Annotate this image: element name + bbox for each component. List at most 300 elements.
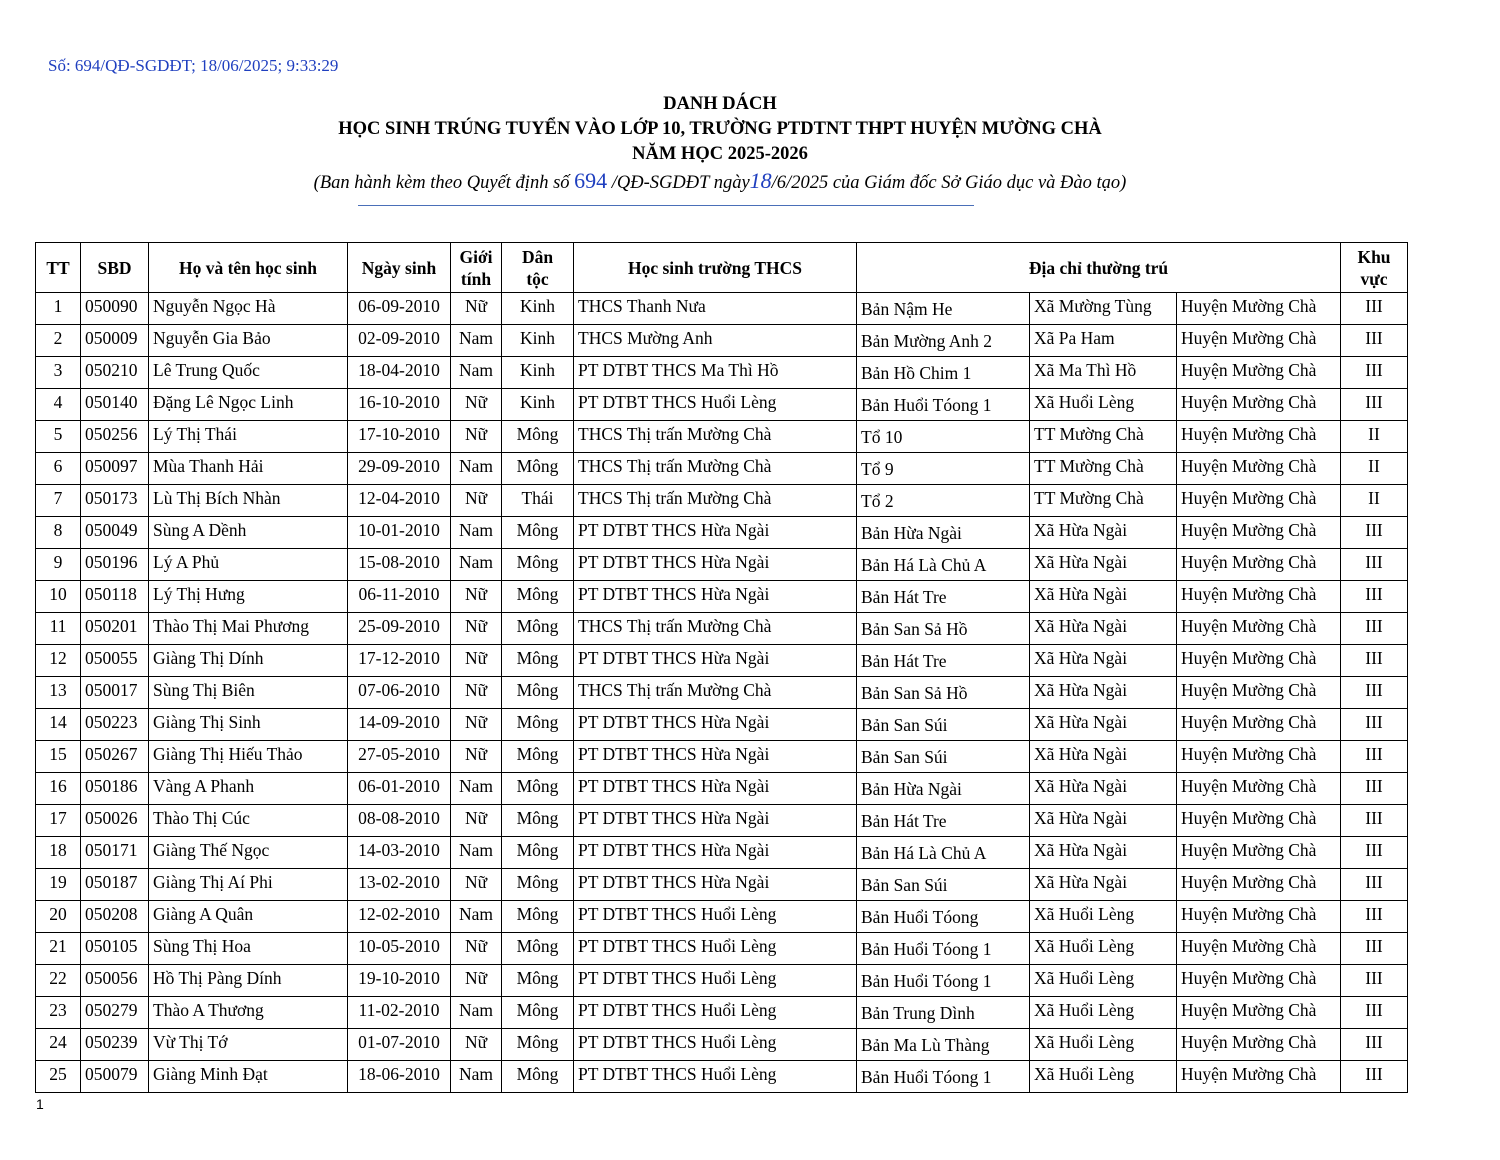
table-row (36, 869, 1408, 901)
subtitle-part-c: /6/2025 của Giám đốc Sở Giáo dục và Đào tạo) (771, 173, 1127, 193)
table-row (36, 517, 1408, 549)
cell-name: Giàng Thị Aí Phi (149, 869, 348, 901)
cell-address-district: Huyện Mường Chà (1177, 805, 1341, 837)
cell-name: Lý A Phủ (149, 549, 348, 581)
cell-region: III (1341, 517, 1408, 549)
cell-sbd: 050090 (81, 293, 149, 325)
cell-ethnic: Mông (502, 741, 574, 773)
cell-address-hamlet: Bản San Súi (857, 709, 1030, 741)
cell-tt: 24 (36, 1029, 81, 1061)
cell-school: PT DTBT THCS Hừa Ngài (574, 741, 857, 773)
cell-address-hamlet: Bản Huổi Tóong 1 (857, 389, 1030, 421)
header-address: Địa chỉ thường trú (857, 243, 1341, 293)
title-block (0, 92, 1440, 197)
cell-address-commune: Xã Hừa Ngài (1030, 581, 1177, 613)
cell-ethnic: Mông (502, 805, 574, 837)
cell-dob: 29-09-2010 (348, 453, 451, 485)
header-gender (451, 243, 502, 293)
cell-address-district: Huyện Mường Chà (1177, 517, 1341, 549)
cell-gender: Nam (451, 901, 502, 933)
cell-address-commune: Xã Ma Thì Hồ (1030, 357, 1177, 389)
cell-gender: Nữ (451, 613, 502, 645)
cell-sbd: 050201 (81, 613, 149, 645)
cell-school: PT DTBT THCS Ma Thì Hồ (574, 357, 857, 389)
cell-dob: 07-06-2010 (348, 677, 451, 709)
cell-address-commune: Xã Hừa Ngài (1030, 837, 1177, 869)
cell-address-hamlet: Bản Há Là Chủ A (857, 837, 1030, 869)
cell-ethnic: Mông (502, 1029, 574, 1061)
cell-gender: Nam (451, 357, 502, 389)
cell-address-district: Huyện Mường Chà (1177, 773, 1341, 805)
cell-school: THCS Thanh Nưa (574, 293, 857, 325)
table-row (36, 837, 1408, 869)
cell-address-hamlet: Bản Hừa Ngài (857, 517, 1030, 549)
cell-name: Nguyễn Ngọc Hà (149, 293, 348, 325)
cell-address-district: Huyện Mường Chà (1177, 293, 1341, 325)
cell-ethnic: Thái (502, 485, 574, 517)
cell-school: THCS Thị trấn Mường Chà (574, 613, 857, 645)
cell-address-hamlet: Bản Hồ Chim 1 (857, 357, 1030, 389)
cell-tt: 15 (36, 741, 81, 773)
table-row (36, 997, 1408, 1029)
header-ethnic-line-1: Dân (521, 246, 554, 267)
cell-address-commune: Xã Hừa Ngài (1030, 805, 1177, 837)
cell-sbd: 050017 (81, 677, 149, 709)
cell-dob: 25-09-2010 (348, 613, 451, 645)
cell-dob: 08-08-2010 (348, 805, 451, 837)
cell-address-commune: Xã Hừa Ngài (1030, 773, 1177, 805)
cell-gender: Nam (451, 453, 502, 485)
cell-tt: 22 (36, 965, 81, 997)
header-school: Học sinh trường THCS (574, 243, 857, 293)
table-row (36, 421, 1408, 453)
cell-region: III (1341, 293, 1408, 325)
cell-address-district: Huyện Mường Chà (1177, 837, 1341, 869)
cell-address-commune: Xã Huổi Lèng (1030, 1061, 1177, 1093)
table-row (36, 293, 1408, 325)
cell-school: PT DTBT THCS Hừa Ngài (574, 869, 857, 901)
cell-tt: 16 (36, 773, 81, 805)
cell-ethnic: Mông (502, 613, 574, 645)
table-row (36, 805, 1408, 837)
cell-region: III (1341, 741, 1408, 773)
cell-address-commune: Xã Huổi Lèng (1030, 1029, 1177, 1061)
subtitle-part-b: /QĐ-SGDĐT ngày (607, 173, 750, 193)
cell-address-district: Huyện Mường Chà (1177, 933, 1341, 965)
cell-address-commune: Xã Huổi Lèng (1030, 965, 1177, 997)
cell-name: Giàng Minh Đạt (149, 1061, 348, 1093)
table-row (36, 645, 1408, 677)
cell-name: Giàng Thị Hiếu Thảo (149, 741, 348, 773)
cell-gender: Nam (451, 837, 502, 869)
cell-sbd: 050118 (81, 581, 149, 613)
title-line-2: HỌC SINH TRÚNG TUYỂN VÀO LỚP 10, TRƯỜNG PTDTNT THPT HUYỆN MƯỜNG CHÀ (338, 119, 1102, 139)
cell-region: III (1341, 357, 1408, 389)
cell-dob: 12-04-2010 (348, 485, 451, 517)
cell-region: III (1341, 677, 1408, 709)
cell-school: PT DTBT THCS Huổi Lèng (574, 965, 857, 997)
cell-address-district: Huyện Mường Chà (1177, 581, 1341, 613)
cell-school: PT DTBT THCS Huổi Lèng (574, 1029, 857, 1061)
cell-region: III (1341, 581, 1408, 613)
cell-address-district: Huyện Mường Chà (1177, 389, 1341, 421)
cell-address-hamlet: Tổ 2 (857, 485, 1030, 517)
cell-name: Vừ Thị Tớ (149, 1029, 348, 1061)
cell-ethnic: Mông (502, 581, 574, 613)
cell-tt: 20 (36, 901, 81, 933)
cell-school: PT DTBT THCS Hừa Ngài (574, 709, 857, 741)
cell-ethnic: Kinh (502, 293, 574, 325)
cell-region: II (1341, 421, 1408, 453)
table-row (36, 581, 1408, 613)
cell-address-hamlet: Bản Huổi Tóong 1 (857, 965, 1030, 997)
cell-region: II (1341, 453, 1408, 485)
cell-ethnic: Mông (502, 837, 574, 869)
cell-address-hamlet: Bản Huổi Tóong 1 (857, 1061, 1030, 1093)
cell-name: Giàng Thế Ngọc (149, 837, 348, 869)
cell-address-commune: Xã Hừa Ngài (1030, 869, 1177, 901)
cell-sbd: 050055 (81, 645, 149, 677)
cell-dob: 02-09-2010 (348, 325, 451, 357)
cell-address-hamlet: Bản Hát Tre (857, 581, 1030, 613)
student-table (35, 242, 1408, 1093)
cell-region: III (1341, 645, 1408, 677)
cell-region: III (1341, 549, 1408, 581)
header-name: Họ và tên học sinh (149, 243, 348, 293)
cell-gender: Nam (451, 773, 502, 805)
cell-name: Vàng A Phanh (149, 773, 348, 805)
cell-address-district: Huyện Mường Chà (1177, 741, 1341, 773)
cell-address-commune: Xã Huổi Lèng (1030, 997, 1177, 1029)
cell-sbd: 050187 (81, 869, 149, 901)
table-row (36, 453, 1408, 485)
cell-tt: 4 (36, 389, 81, 421)
cell-dob: 12-02-2010 (348, 901, 451, 933)
cell-address-district: Huyện Mường Chà (1177, 997, 1341, 1029)
header-region (1341, 243, 1408, 293)
cell-tt: 11 (36, 613, 81, 645)
header-dob: Ngày sinh (348, 243, 451, 293)
cell-sbd: 050140 (81, 389, 149, 421)
cell-name: Sùng Thị Hoa (149, 933, 348, 965)
cell-school: PT DTBT THCS Huổi Lèng (574, 901, 857, 933)
cell-address-commune: Xã Hừa Ngài (1030, 645, 1177, 677)
header-gender-line-1: Giới (459, 246, 493, 267)
cell-address-commune: TT Mường Chà (1030, 453, 1177, 485)
cell-sbd: 050097 (81, 453, 149, 485)
cell-address-commune: Xã Huổi Lèng (1030, 389, 1177, 421)
title-line-3: NĂM HỌC 2025-2026 (632, 144, 808, 164)
cell-address-commune: Xã Hừa Ngài (1030, 741, 1177, 773)
cell-address-hamlet: Bản Nậm He (857, 293, 1030, 325)
cell-gender: Nữ (451, 709, 502, 741)
cell-address-hamlet: Bản Ma Lù Thàng (857, 1029, 1030, 1061)
cell-ethnic: Mông (502, 869, 574, 901)
table-row (36, 677, 1408, 709)
cell-address-commune: Xã Hừa Ngài (1030, 709, 1177, 741)
cell-ethnic: Mông (502, 453, 574, 485)
cell-address-district: Huyện Mường Chà (1177, 645, 1341, 677)
table-row (36, 613, 1408, 645)
cell-tt: 21 (36, 933, 81, 965)
cell-dob: 17-12-2010 (348, 645, 451, 677)
title-line-1: DANH DÁCH (663, 94, 777, 114)
table-row (36, 965, 1408, 997)
cell-sbd: 050079 (81, 1061, 149, 1093)
cell-tt: 9 (36, 549, 81, 581)
header-ethnic-line-2: tộc (526, 268, 549, 289)
cell-ethnic: Mông (502, 709, 574, 741)
cell-address-district: Huyện Mường Chà (1177, 549, 1341, 581)
cell-dob: 14-03-2010 (348, 837, 451, 869)
cell-name: Giàng Thị Dính (149, 645, 348, 677)
cell-region: III (1341, 1061, 1408, 1093)
cell-address-district: Huyện Mường Chà (1177, 357, 1341, 389)
cell-ethnic: Mông (502, 901, 574, 933)
cell-dob: 10-05-2010 (348, 933, 451, 965)
cell-sbd: 050173 (81, 485, 149, 517)
cell-tt: 13 (36, 677, 81, 709)
cell-address-hamlet: Bản San Sả Hồ (857, 677, 1030, 709)
cell-name: Giàng Thị Sinh (149, 709, 348, 741)
cell-ethnic: Mông (502, 517, 574, 549)
student-table-body (36, 293, 1408, 1093)
cell-address-commune: Xã Huổi Lèng (1030, 933, 1177, 965)
cell-gender: Nữ (451, 741, 502, 773)
cell-name: Giàng A Quân (149, 901, 348, 933)
cell-tt: 1 (36, 293, 81, 325)
table-row (36, 485, 1408, 517)
cell-school: PT DTBT THCS Hừa Ngài (574, 517, 857, 549)
cell-tt: 23 (36, 997, 81, 1029)
cell-gender: Nam (451, 549, 502, 581)
cell-dob: 17-10-2010 (348, 421, 451, 453)
cell-name: Đặng Lê Ngọc Linh (149, 389, 348, 421)
document-number: Số: 694/QĐ-SGDĐT; 18/06/2025; 9:33:29 (48, 56, 339, 75)
cell-tt: 19 (36, 869, 81, 901)
cell-address-hamlet: Bản Huổi Tóong 1 (857, 933, 1030, 965)
cell-address-district: Huyện Mường Chà (1177, 1061, 1341, 1093)
cell-school: THCS Thị trấn Mường Chà (574, 485, 857, 517)
cell-tt: 8 (36, 517, 81, 549)
cell-name: Sùng A Dềnh (149, 517, 348, 549)
cell-dob: 18-06-2010 (348, 1061, 451, 1093)
cell-ethnic: Mông (502, 645, 574, 677)
cell-address-hamlet: Bản Mường Anh 2 (857, 325, 1030, 357)
cell-ethnic: Mông (502, 933, 574, 965)
cell-sbd: 050105 (81, 933, 149, 965)
decision-day: 18 (749, 168, 772, 193)
cell-sbd: 050239 (81, 1029, 149, 1061)
cell-ethnic: Kinh (502, 357, 574, 389)
cell-sbd: 050267 (81, 741, 149, 773)
cell-address-commune: Xã Hừa Ngài (1030, 517, 1177, 549)
header-gender-line-2: tính (460, 268, 492, 289)
cell-gender: Nữ (451, 805, 502, 837)
cell-address-district: Huyện Mường Chà (1177, 869, 1341, 901)
cell-gender: Nam (451, 517, 502, 549)
cell-address-commune: TT Mường Chà (1030, 485, 1177, 517)
cell-sbd: 050223 (81, 709, 149, 741)
cell-name: Lê Trung Quốc (149, 357, 348, 389)
cell-school: THCS Thị trấn Mường Chà (574, 677, 857, 709)
table-row (36, 325, 1408, 357)
cell-ethnic: Mông (502, 1061, 574, 1093)
cell-tt: 5 (36, 421, 81, 453)
cell-address-district: Huyện Mường Chà (1177, 709, 1341, 741)
table-row (36, 389, 1408, 421)
cell-address-hamlet: Bản Trung Dình (857, 997, 1030, 1029)
cell-address-commune: Xã Hừa Ngài (1030, 677, 1177, 709)
table-row (36, 933, 1408, 965)
header-ethnic (502, 243, 574, 293)
cell-sbd: 050196 (81, 549, 149, 581)
cell-dob: 06-11-2010 (348, 581, 451, 613)
cell-school: THCS Thị trấn Mường Chà (574, 421, 857, 453)
cell-address-hamlet: Bản San Sả Hồ (857, 613, 1030, 645)
cell-name: Lý Thị Hưng (149, 581, 348, 613)
cell-gender: Nam (451, 325, 502, 357)
cell-sbd: 050279 (81, 997, 149, 1029)
cell-address-district: Huyện Mường Chà (1177, 965, 1341, 997)
cell-gender: Nữ (451, 1029, 502, 1061)
cell-gender: Nữ (451, 485, 502, 517)
cell-ethnic: Mông (502, 773, 574, 805)
cell-dob: 14-09-2010 (348, 709, 451, 741)
cell-name: Thào Thị Cúc (149, 805, 348, 837)
cell-sbd: 050256 (81, 421, 149, 453)
cell-region: III (1341, 1029, 1408, 1061)
cell-tt: 18 (36, 837, 81, 869)
cell-tt: 14 (36, 709, 81, 741)
cell-address-hamlet: Bản Huổi Tóong (857, 901, 1030, 933)
cell-address-hamlet: Bản San Súi (857, 869, 1030, 901)
cell-address-district: Huyện Mường Chà (1177, 485, 1341, 517)
cell-school: PT DTBT THCS Hừa Ngài (574, 773, 857, 805)
cell-region: III (1341, 389, 1408, 421)
cell-dob: 06-01-2010 (348, 773, 451, 805)
cell-address-district: Huyện Mường Chà (1177, 421, 1341, 453)
cell-dob: 19-10-2010 (348, 965, 451, 997)
cell-name: Thào Thị Mai Phương (149, 613, 348, 645)
cell-address-hamlet: Tổ 10 (857, 421, 1030, 453)
cell-dob: 13-02-2010 (348, 869, 451, 901)
cell-address-district: Huyện Mường Chà (1177, 325, 1341, 357)
cell-gender: Nữ (451, 933, 502, 965)
subtitle-part-a: (Ban hành kèm theo Quyết định số (313, 173, 575, 193)
cell-address-hamlet: Bản San Súi (857, 741, 1030, 773)
cell-gender: Nữ (451, 421, 502, 453)
cell-address-hamlet: Bản Há Là Chủ A (857, 549, 1030, 581)
cell-address-hamlet: Tổ 9 (857, 453, 1030, 485)
cell-ethnic: Mông (502, 997, 574, 1029)
table-row (36, 1029, 1408, 1061)
cell-gender: Nữ (451, 869, 502, 901)
cell-region: III (1341, 805, 1408, 837)
cell-address-district: Huyện Mường Chà (1177, 613, 1341, 645)
cell-tt: 3 (36, 357, 81, 389)
cell-tt: 17 (36, 805, 81, 837)
cell-dob: 16-10-2010 (348, 389, 451, 421)
cell-sbd: 050056 (81, 965, 149, 997)
table-row (36, 549, 1408, 581)
cell-address-hamlet: Bản Hát Tre (857, 805, 1030, 837)
cell-address-district: Huyện Mường Chà (1177, 453, 1341, 485)
cell-region: III (1341, 933, 1408, 965)
cell-school: THCS Mường Anh (574, 325, 857, 357)
cell-name: Lý Thị Thái (149, 421, 348, 453)
table-row (36, 901, 1408, 933)
cell-gender: Nữ (451, 389, 502, 421)
cell-sbd: 050186 (81, 773, 149, 805)
cell-school: PT DTBT THCS Hừa Ngài (574, 805, 857, 837)
cell-school: PT DTBT THCS Hừa Ngài (574, 549, 857, 581)
cell-address-commune: TT Mường Chà (1030, 421, 1177, 453)
cell-name: Lù Thị Bích Nhàn (149, 485, 348, 517)
cell-gender: Nam (451, 997, 502, 1029)
cell-dob: 11-02-2010 (348, 997, 451, 1029)
cell-tt: 12 (36, 645, 81, 677)
cell-sbd: 050208 (81, 901, 149, 933)
cell-sbd: 050171 (81, 837, 149, 869)
cell-gender: Nữ (451, 645, 502, 677)
table-row (36, 357, 1408, 389)
cell-region: III (1341, 325, 1408, 357)
cell-address-commune: Xã Huổi Lèng (1030, 901, 1177, 933)
cell-address-commune: Xã Pa Ham (1030, 325, 1177, 357)
cell-school: PT DTBT THCS Huổi Lèng (574, 997, 857, 1029)
cell-address-district: Huyện Mường Chà (1177, 901, 1341, 933)
cell-ethnic: Mông (502, 965, 574, 997)
cell-gender: Nữ (451, 293, 502, 325)
table-row (36, 709, 1408, 741)
cell-school: PT DTBT THCS Hừa Ngài (574, 837, 857, 869)
cell-school: PT DTBT THCS Hừa Ngài (574, 645, 857, 677)
header-tt: TT (36, 243, 81, 293)
cell-region: III (1341, 997, 1408, 1029)
cell-ethnic: Kinh (502, 325, 574, 357)
header-region-line-2: vực (1360, 268, 1388, 289)
cell-dob: 10-01-2010 (348, 517, 451, 549)
cell-name: Mùa Thanh Hải (149, 453, 348, 485)
cell-sbd: 050049 (81, 517, 149, 549)
cell-dob: 01-07-2010 (348, 1029, 451, 1061)
cell-region: III (1341, 709, 1408, 741)
cell-region: III (1341, 869, 1408, 901)
cell-school: PT DTBT THCS Huổi Lèng (574, 933, 857, 965)
cell-dob: 27-05-2010 (348, 741, 451, 773)
cell-address-hamlet: Bản Hừa Ngài (857, 773, 1030, 805)
cell-sbd: 050009 (81, 325, 149, 357)
cell-sbd: 050210 (81, 357, 149, 389)
table-header-row (36, 243, 1408, 293)
cell-tt: 25 (36, 1061, 81, 1093)
cell-name: Thào A Thương (149, 997, 348, 1029)
cell-ethnic: Mông (502, 421, 574, 453)
cell-dob: 15-08-2010 (348, 549, 451, 581)
cell-school: THCS Thị trấn Mường Chà (574, 453, 857, 485)
cell-region: II (1341, 485, 1408, 517)
table-row (36, 741, 1408, 773)
cell-tt: 2 (36, 325, 81, 357)
cell-tt: 6 (36, 453, 81, 485)
cell-region: III (1341, 837, 1408, 869)
cell-school: PT DTBT THCS Huổi Lèng (574, 389, 857, 421)
cell-name: Sùng Thị Biên (149, 677, 348, 709)
cell-region: III (1341, 965, 1408, 997)
cell-gender: Nữ (451, 581, 502, 613)
cell-gender: Nữ (451, 965, 502, 997)
